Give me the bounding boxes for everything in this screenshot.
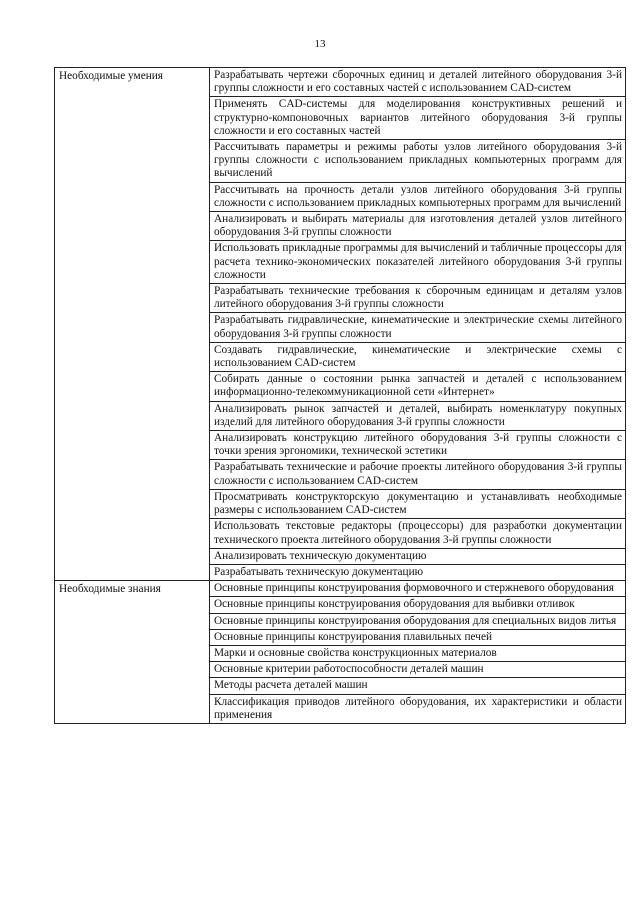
- list-item: Собирать данные о состоянии рынка запчастей и деталей с использованием информационно-телекоммуникационной сети «Интернет»: [210, 371, 625, 400]
- section-label-knowledge: Необходимые знания: [55, 581, 210, 724]
- list-item: Рассчитывать параметры и режимы работы узлов литейного оборудования 3-й группы сложности с использованием прикладных компьютерных программ для вычислений: [210, 139, 625, 182]
- requirements-table: [54, 67, 626, 724]
- list-item: Основные принципы конструирования плавильных печей: [210, 629, 625, 645]
- list-item: Основные принципы конструирования оборудования для специальных видов литья: [210, 613, 625, 629]
- list-item: Создавать гидравлические, кинематические и электрические схемы с использованием CAD-систем: [210, 342, 625, 371]
- section-items-skills: [210, 68, 626, 581]
- list-item: Использовать прикладные программы для вычислений и табличные процессоры для расчета технико-экономических показателей литейного оборудования 3-й группы сложности: [210, 240, 625, 283]
- table-row-skills: [55, 68, 626, 581]
- list-item: Применять CAD-системы для моделирования конструктивных решений и структурно-компоновочных вариантов литейного оборудования 3-й группы сложности и его составных частей: [210, 96, 625, 139]
- page-number: 13: [314, 38, 326, 50]
- section-items-knowledge: [210, 581, 626, 724]
- list-item: Рассчитывать на прочность детали узлов литейного оборудования 3-й группы сложности с использованием прикладных компьютерных программ для вычислений: [210, 182, 625, 211]
- list-item: Марки и основные свойства конструкционных материалов: [210, 645, 625, 661]
- list-item: Основные критерии работоспособности деталей машин: [210, 661, 625, 677]
- list-item: Анализировать конструкцию литейного оборудования 3-й группы сложности с точки зрения эргономики, технической эстетики: [210, 430, 625, 459]
- list-item: Анализировать техническую документацию: [210, 548, 625, 564]
- list-item: Разрабатывать технические требования к сборочным единицам и деталям узлов литейного оборудования 3-й группы сложности: [210, 283, 625, 312]
- list-item: Основные принципы конструирования оборудования для выбивки отливок: [210, 596, 625, 612]
- list-item: Разрабатывать чертежи сборочных единиц и деталей литейного оборудования 3-й группы сложности и его составных частей с использованием CAD-систем: [214, 69, 622, 95]
- list-item: Разрабатывать гидравлические, кинематические и электрические схемы литейного оборудования 3-й группы сложности: [210, 312, 625, 341]
- list-item: Разрабатывать технические и рабочие проекты литейного оборудования 3-й группы сложности с использованием CAD-систем: [210, 459, 625, 488]
- section-label-skills: Необходимые умения: [55, 68, 210, 581]
- list-item: Методы расчета деталей машин: [210, 677, 625, 693]
- list-item: Классификация приводов литейного оборудования, их характеристики и области применения: [210, 694, 625, 723]
- list-item: Основные принципы конструирования формовочного и стержневого оборудования: [214, 582, 615, 595]
- list-item: Просматривать конструкторскую документацию и устанавливать необходимые размеры с использованием CAD-систем: [210, 489, 625, 518]
- table-row-knowledge: [55, 581, 626, 724]
- list-item: Анализировать и выбирать материалы для изготовления деталей узлов литейного оборудования 3-й группы сложности: [210, 211, 625, 240]
- list-item: Анализировать рынок запчастей и деталей, выбирать номенклатуру покупных изделий для литейного оборудования 3-й группы сложности: [210, 401, 625, 430]
- list-item: Использовать текстовые редакторы (процессоры) для разработки документации технического проекта литейного оборудования 3-й группы сложности: [210, 518, 625, 547]
- list-item: Разрабатывать техническую документацию: [210, 564, 625, 580]
